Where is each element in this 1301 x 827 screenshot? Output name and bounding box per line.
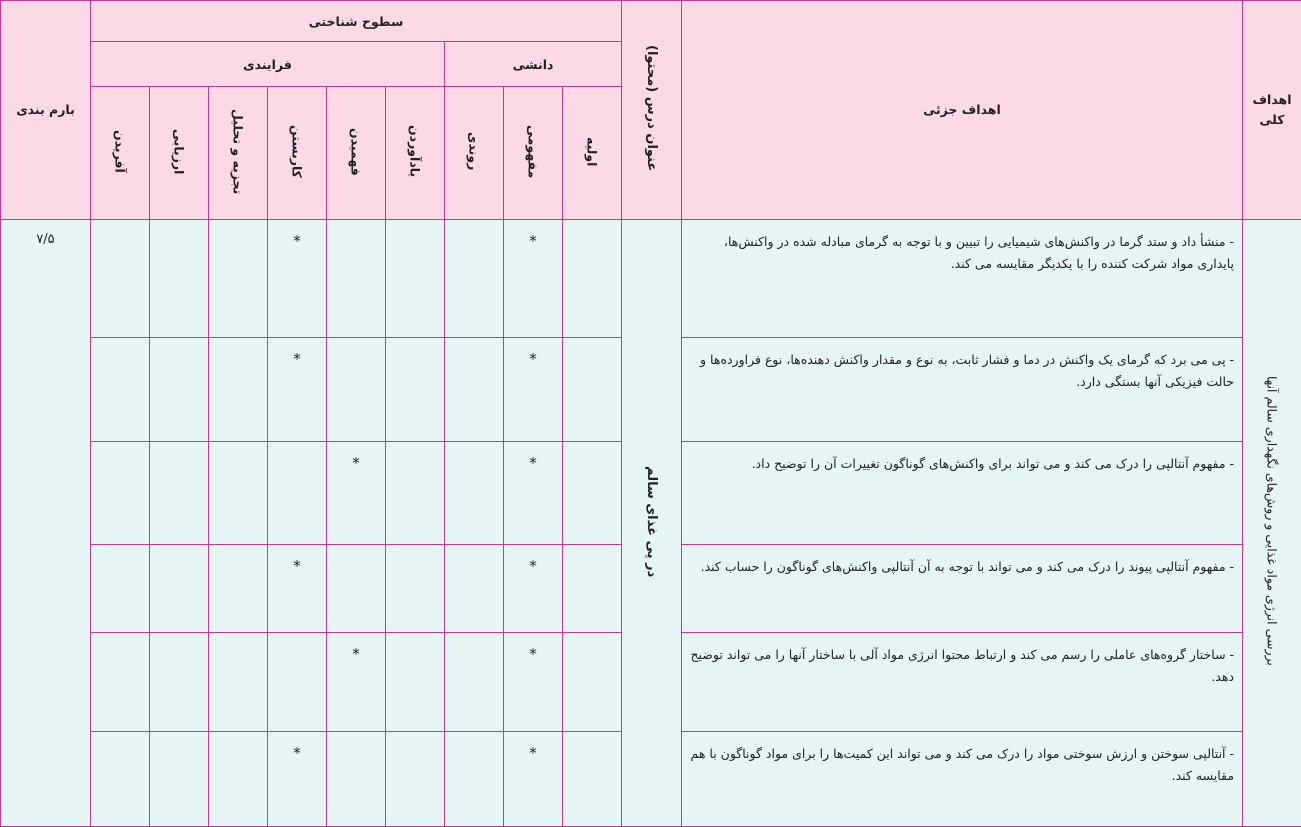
mark-col-conceptual: * bbox=[504, 441, 563, 544]
mark-col-remembering bbox=[386, 544, 445, 632]
specific-objective: - مفهوم آنتالپی را درک می کند و می تواند برای واکنش‌های گوناگون تغییرات آن را توضیح داد. bbox=[682, 441, 1243, 544]
mark-col-primary bbox=[563, 633, 622, 731]
mark-col-applying bbox=[268, 441, 327, 544]
mark-col-remembering bbox=[386, 633, 445, 731]
mark-col-procedural bbox=[445, 219, 504, 337]
mark-col-procedural bbox=[445, 544, 504, 632]
header-col-applying: کاربستن bbox=[268, 87, 327, 219]
mark-col-analyzing bbox=[209, 441, 268, 544]
mark-col-evaluating bbox=[150, 544, 209, 632]
score-cell: ۷/۵ bbox=[1, 219, 91, 826]
lesson-title-cell: در پی غذای سالم bbox=[622, 219, 682, 826]
header-col-procedural: روندی bbox=[445, 87, 504, 219]
mark-col-creating bbox=[91, 731, 150, 826]
general-objective-cell: بررسی انرژی مواد غذایی و روش‌های نگهداری سالم آنها bbox=[1243, 219, 1301, 826]
header-col-evaluating: ارزیابی bbox=[150, 87, 209, 219]
mark-col-analyzing bbox=[209, 544, 268, 632]
mark-col-remembering bbox=[386, 338, 445, 441]
mark-col-procedural bbox=[445, 731, 504, 826]
mark-col-primary bbox=[563, 544, 622, 632]
specific-objective: - منشأ داد و ستد گرما در واکنش‌های شیمیایی را تبیین و با توجه به گرمای مبادله شده در واکنش‌ها، پایداری مواد شرکت کننده را با یکدیگر مقایسه می کند. bbox=[682, 219, 1243, 337]
mark-col-analyzing bbox=[209, 731, 268, 826]
mark-col-applying: * bbox=[268, 219, 327, 337]
header-process: فرایندی bbox=[91, 42, 445, 87]
header-col-conceptual: مفهومی bbox=[504, 87, 563, 219]
mark-col-conceptual: * bbox=[504, 544, 563, 632]
header-general-objectives: اهداف کلی bbox=[1243, 1, 1301, 220]
header-lesson-title: عنوان درس (محتوا) bbox=[622, 1, 682, 220]
mark-col-understanding bbox=[327, 544, 386, 632]
objective-row bbox=[1, 219, 1301, 337]
mark-col-analyzing bbox=[209, 633, 268, 731]
mark-col-remembering bbox=[386, 219, 445, 337]
mark-col-primary bbox=[563, 219, 622, 337]
mark-col-evaluating bbox=[150, 219, 209, 337]
mark-col-procedural bbox=[445, 338, 504, 441]
mark-col-applying: * bbox=[268, 338, 327, 441]
mark-col-understanding: * bbox=[327, 441, 386, 544]
specific-objective: - آنتالپی سوختن و ارزش سوختی مواد را درک می کند و می تواند این کمیت‌ها را برای مواد گوناگون با هم مقایسه کند. bbox=[682, 731, 1243, 826]
mark-col-applying: * bbox=[268, 544, 327, 632]
specific-objective: - ساختار گروه‌های عاملی را رسم می کند و ارتباط محتوا انرژی مواد آلی با ساختار آنها را می تواند توضیح دهد. bbox=[682, 633, 1243, 731]
mark-col-conceptual: * bbox=[504, 338, 563, 441]
specific-objective: - پی می برد که گرمای یک واکنش در دما و فشار ثابت، به نوع و مقدار واکنش دهنده‌ها، نوع فراورده‌ها و حالت فیزیکی آنها بستگی دارد. bbox=[682, 338, 1243, 441]
mark-col-creating bbox=[91, 633, 150, 731]
mark-col-applying: * bbox=[268, 731, 327, 826]
mark-col-remembering bbox=[386, 441, 445, 544]
header-col-primary: اولیه bbox=[563, 87, 622, 219]
mark-col-understanding bbox=[327, 338, 386, 441]
mark-col-creating bbox=[91, 441, 150, 544]
mark-col-evaluating bbox=[150, 633, 209, 731]
mark-col-primary bbox=[563, 731, 622, 826]
header-col-analyzing: تجزیه و تحلیل bbox=[209, 87, 268, 219]
mark-col-conceptual: * bbox=[504, 731, 563, 826]
header-col-remembering: یادآوردن bbox=[386, 87, 445, 219]
mark-col-applying bbox=[268, 633, 327, 731]
mark-col-procedural bbox=[445, 633, 504, 731]
mark-col-conceptual: * bbox=[504, 633, 563, 731]
header-scoring: بارم بندی bbox=[1, 1, 91, 220]
mark-col-understanding: * bbox=[327, 633, 386, 731]
mark-col-procedural bbox=[445, 441, 504, 544]
mark-col-evaluating bbox=[150, 731, 209, 826]
mark-col-analyzing bbox=[209, 338, 268, 441]
mark-col-creating bbox=[91, 544, 150, 632]
mark-col-evaluating bbox=[150, 441, 209, 544]
mark-col-creating bbox=[91, 338, 150, 441]
specific-objective: - مفهوم آنتالپی پیوند را درک می کند و می تواند با توجه به آن آنتالپی واکنش‌های گوناگون را حساب کند. bbox=[682, 544, 1243, 632]
mark-col-remembering bbox=[386, 731, 445, 826]
mark-col-primary bbox=[563, 441, 622, 544]
mark-col-understanding bbox=[327, 731, 386, 826]
mark-col-conceptual: * bbox=[504, 219, 563, 337]
header-knowledge: دانشی bbox=[445, 42, 622, 87]
header-specific-objectives: اهداف جزئی bbox=[682, 1, 1243, 220]
mark-col-creating bbox=[91, 219, 150, 337]
mark-col-evaluating bbox=[150, 338, 209, 441]
header-col-creating: آفریدن bbox=[91, 87, 150, 219]
header-col-understanding: فهمیدن bbox=[327, 87, 386, 219]
mark-col-understanding bbox=[327, 219, 386, 337]
mark-col-analyzing bbox=[209, 219, 268, 337]
mark-col-primary bbox=[563, 338, 622, 441]
header-cognitive-levels: سطوح شناختی bbox=[91, 1, 622, 42]
